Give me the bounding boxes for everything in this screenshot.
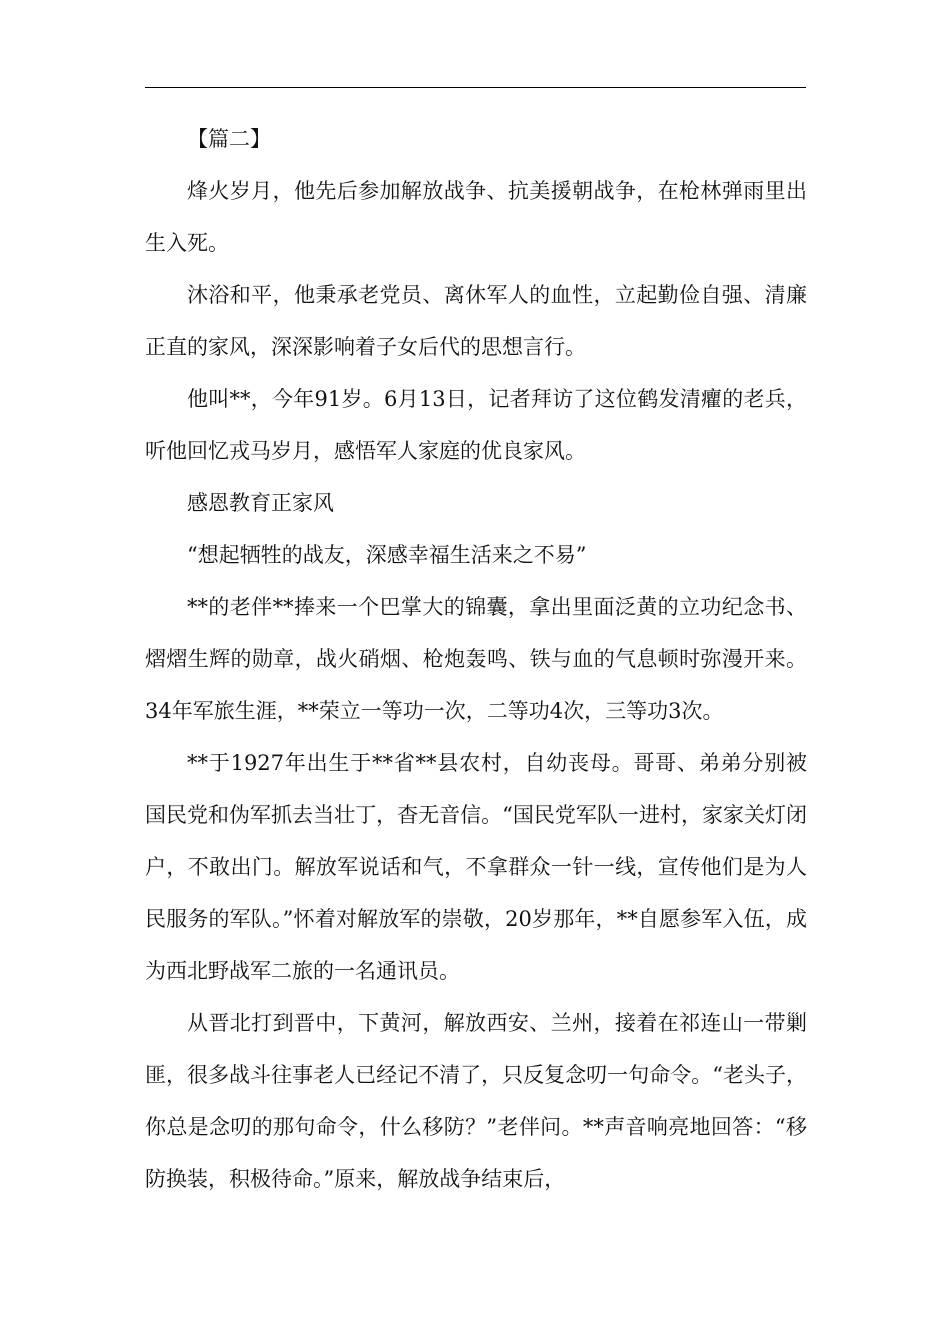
paragraph: **于1927年出生于**省**县农村，自幼丧母。哥哥、弟弟分别被国民党和伪军抓去当壮丁，杳无音信。“国民党军队一进村，家家关灯闭户，不敢出门。解放军说话和气，不拿群众一针一线，宣传他们是为人民服务的军队。”怀着对解放军的崇敬，20岁那年，**自愿参军入伍，成为西北野战军二旅的一名通讯员。 [145, 751, 807, 983]
document-body [145, 113, 807, 1205]
section-heading: 【篇二】 [187, 127, 271, 151]
paragraph: 烽火岁月，他先后参加解放战争、抗美援朝战争，在枪林弹雨里出生入死。 [145, 179, 807, 255]
header-rule [145, 87, 806, 88]
paragraph: 从晋北打到晋中，下黄河，解放西安、兰州，接着在祁连山一带剿匪，很多战斗往事老人已经记不清了，只反复念叨一句命令。“老头子，你总是念叨的那句命令，什么移防？”老伴问。**声音响亮地回答：“移防换装，积极待命。”原来，解放战争结束后， [145, 1011, 807, 1191]
paragraph: **的老伴**捧来一个巴掌大的锦囊，拿出里面泛黄的立功纪念书、熠熠生辉的勋章，战火硝烟、枪炮轰鸣、铁与血的气息顿时弥漫开来。34年军旅生涯，**荣立一等功一次，二等功4次，三等功3次。 [145, 595, 807, 723]
subheading: 感恩教育正家风 [187, 491, 334, 515]
paragraph: 沐浴和平，他秉承老党员、离休军人的血性，立起勤俭自强、清廉正直的家风，深深影响着子女后代的思想言行。 [145, 283, 807, 359]
paragraph: 他叫**，今年91岁。6月13日，记者拜访了这位鹤发清癯的老兵，听他回忆戎马岁月，感悟军人家庭的优良家风。 [145, 387, 807, 463]
quote-subheading: “想起牺牲的战友，深感幸福生活来之不易” [187, 543, 587, 567]
